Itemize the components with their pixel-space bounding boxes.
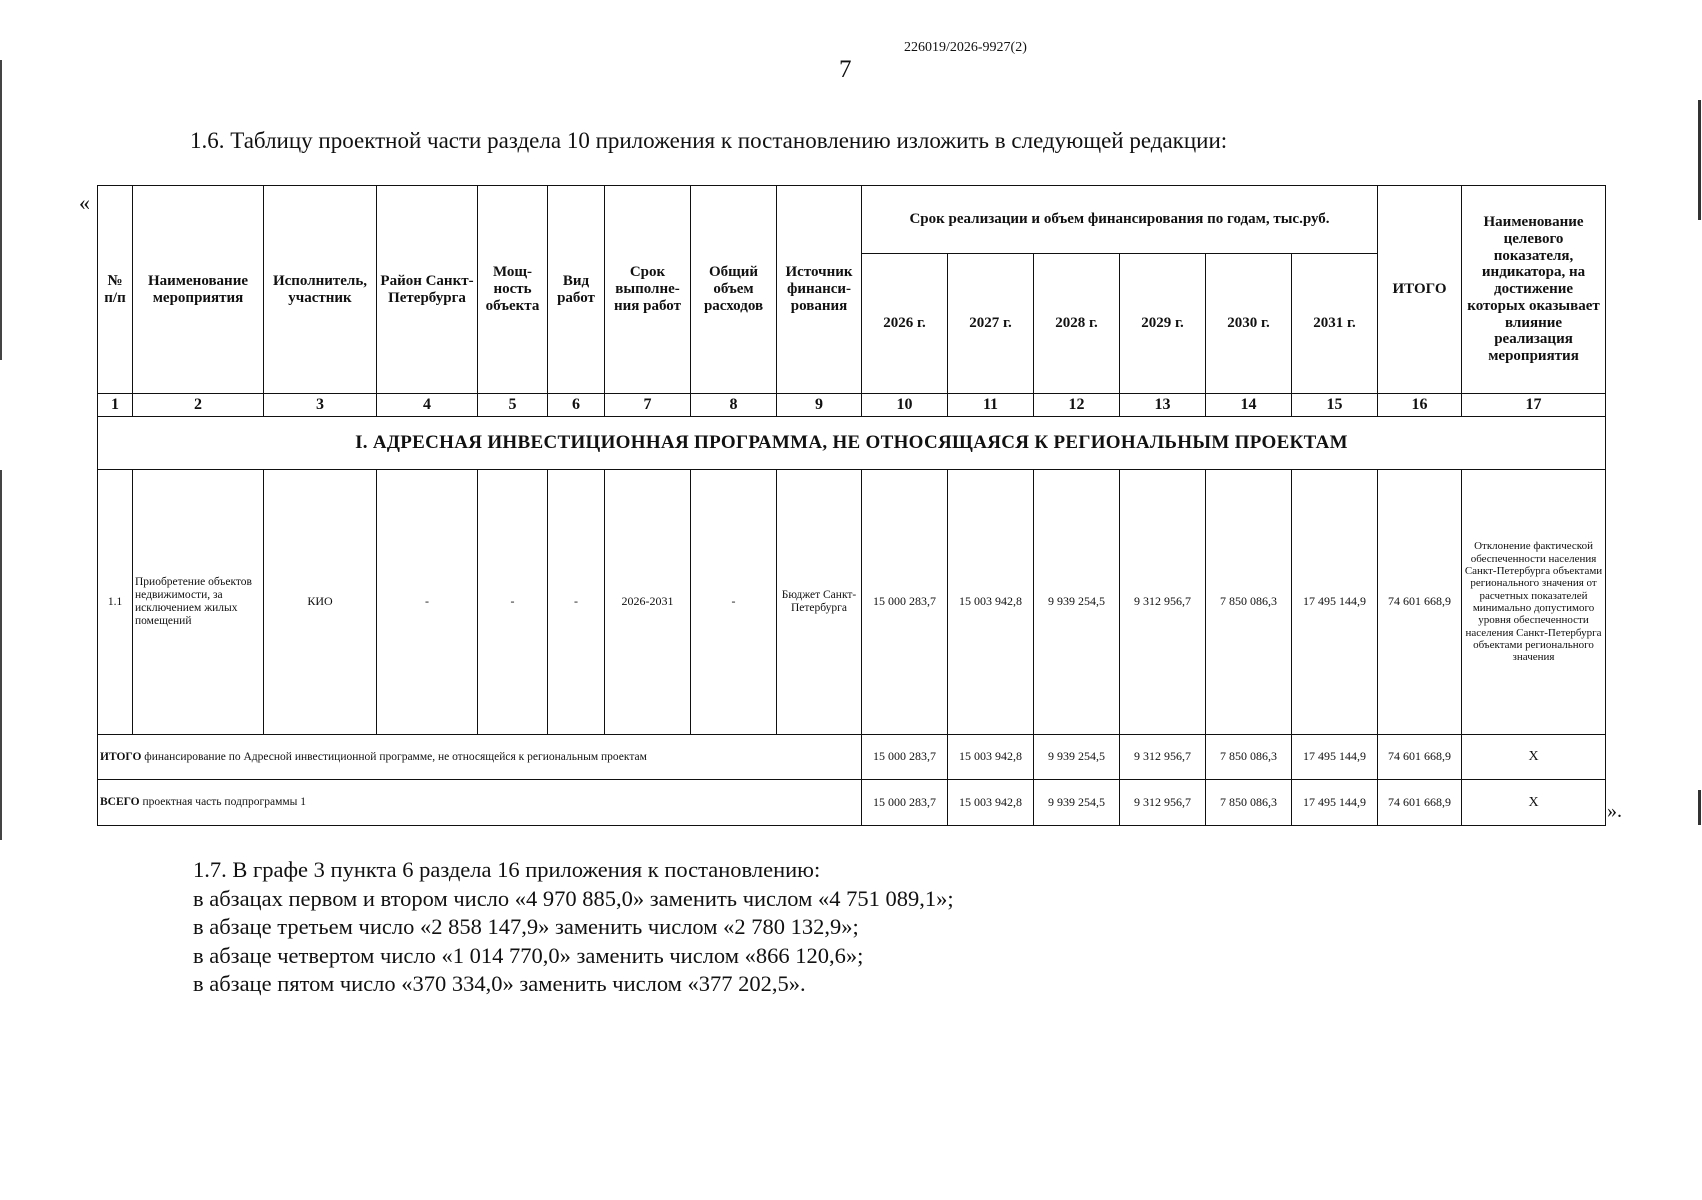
total-row xyxy=(98,735,1606,780)
total-row-label-text: финансирование по Адресной инвестиционной программе, не относящейся к региональным проектам xyxy=(141,750,647,763)
row-executor: КИО xyxy=(264,470,377,735)
col-header-year: 2031 г. xyxy=(1292,254,1378,394)
scan-edge-mark xyxy=(1698,790,1701,825)
col-header-source: Источник финанси-рования xyxy=(777,186,862,394)
col-header-term: Срок выполне-ния работ xyxy=(605,186,691,394)
total-row-label-bold: ИТОГО xyxy=(100,750,142,763)
row-year-value: 9 312 956,7 xyxy=(1120,470,1206,735)
amendment-paragraphs xyxy=(193,856,954,999)
amendment-line: в абзаце четвертом число «1 014 770,0» заменить числом «866 120,6»; xyxy=(193,942,864,968)
row-year-value: 15 003 942,8 xyxy=(948,470,1034,735)
row-total-volume: - xyxy=(691,470,777,735)
col-header-year: 2026 г. xyxy=(862,254,948,394)
row-source: Бюджет Санкт-Петербурга xyxy=(777,470,862,735)
col-header-total-volume: Общий объем расходов xyxy=(691,186,777,394)
total-year-value: 9 312 956,7 xyxy=(1120,735,1206,780)
grand-year-value: 15 003 942,8 xyxy=(948,780,1034,826)
column-number: 11 xyxy=(948,394,1034,417)
col-header-year: 2030 г. xyxy=(1206,254,1292,394)
column-number: 4 xyxy=(377,394,478,417)
row-indicator: Отклонение фактической обеспеченности населения Санкт-Петербурга объектами регионального значения от расчетных показателей минимально допустимого уровня обеспеченности населения Санкт-Петербурга объектами регионального значения xyxy=(1462,470,1606,735)
col-header-capacity: Мощ-ность объекта xyxy=(478,186,548,394)
total-row-label xyxy=(98,735,862,780)
grand-year-value: 15 000 283,7 xyxy=(862,780,948,826)
col-header-financing-group: Срок реализации и объем финансирования по годам, тыс.руб. xyxy=(862,186,1378,254)
closing-quote: ». xyxy=(1607,800,1622,822)
table-row xyxy=(98,470,1606,735)
row-capacity: - xyxy=(478,470,548,735)
project-table xyxy=(97,185,1606,826)
column-number: 14 xyxy=(1206,394,1292,417)
grand-total-row xyxy=(98,780,1606,826)
document-number: 226019/2026-9927(2) xyxy=(904,40,1027,55)
amendment-line: в абзаце третьем число «2 858 147,9» заменить числом «2 780 132,9»; xyxy=(193,914,859,939)
total-year-value: 15 003 942,8 xyxy=(948,735,1034,780)
row-name: Приобретение объектов недвижимости, за исключением жилых помещений xyxy=(133,470,264,735)
column-number: 15 xyxy=(1292,394,1378,417)
amendment-line: в абзаце пятом число «370 334,0» заменить числом «377 202,5». xyxy=(193,971,806,996)
scan-edge-mark xyxy=(1698,100,1701,220)
row-year-value: 17 495 144,9 xyxy=(1292,470,1378,735)
column-number: 2 xyxy=(133,394,264,417)
col-header-year: 2027 г. xyxy=(948,254,1034,394)
grand-year-value: 7 850 086,3 xyxy=(1206,780,1292,826)
grand-total-label-bold: ВСЕГО xyxy=(100,796,140,809)
opening-quote: « xyxy=(79,190,90,215)
column-number: 1 xyxy=(98,394,133,417)
total-itogo: 74 601 668,9 xyxy=(1378,735,1462,780)
row-itogo: 74 601 668,9 xyxy=(1378,470,1462,735)
col-header-indicator: Наименование целевого показателя, индикатора, на достижение которых оказывает влияние реализация мероприятия xyxy=(1462,186,1606,394)
grand-itogo: 74 601 668,9 xyxy=(1378,780,1462,826)
total-year-value: 9 939 254,5 xyxy=(1034,735,1120,780)
column-number: 10 xyxy=(862,394,948,417)
total-year-value: 15 000 283,7 xyxy=(862,735,948,780)
scan-edge-mark xyxy=(0,470,2,840)
col-header-work-type: Вид работ xyxy=(548,186,605,394)
column-number: 6 xyxy=(548,394,605,417)
row-year-value: 15 000 283,7 xyxy=(862,470,948,735)
column-number: 8 xyxy=(691,394,777,417)
col-header-name: Наименование мероприятия xyxy=(133,186,264,394)
column-number: 16 xyxy=(1378,394,1462,417)
grand-total-label xyxy=(98,780,862,826)
col-header-district: Район Санкт-Петербурга xyxy=(377,186,478,394)
col-header-year: 2029 г. xyxy=(1120,254,1206,394)
total-indicator: Х xyxy=(1462,735,1606,780)
col-header-executor: Исполнитель, участник xyxy=(264,186,377,394)
grand-year-value: 9 312 956,7 xyxy=(1120,780,1206,826)
col-header-no: № п/п xyxy=(98,186,133,394)
grand-year-value: 9 939 254,5 xyxy=(1034,780,1120,826)
row-no: 1.1 xyxy=(98,470,133,735)
row-district: - xyxy=(377,470,478,735)
col-header-year: 2028 г. xyxy=(1034,254,1120,394)
scan-edge-mark xyxy=(0,60,2,360)
amendment-line: 1.7. В графе 3 пункта 6 раздела 16 приложения к постановлению: xyxy=(193,857,821,882)
col-header-itogo: ИТОГО xyxy=(1378,186,1462,394)
column-number: 5 xyxy=(478,394,548,417)
column-number: 13 xyxy=(1120,394,1206,417)
row-year-value: 7 850 086,3 xyxy=(1206,470,1292,735)
page-number: 7 xyxy=(839,56,852,83)
column-number: 3 xyxy=(264,394,377,417)
row-work-type: - xyxy=(548,470,605,735)
total-year-value: 17 495 144,9 xyxy=(1292,735,1378,780)
column-number: 12 xyxy=(1034,394,1120,417)
column-number: 9 xyxy=(777,394,862,417)
row-year-value: 9 939 254,5 xyxy=(1034,470,1120,735)
grand-year-value: 17 495 144,9 xyxy=(1292,780,1378,826)
section-title: I. АДРЕСНАЯ ИНВЕСТИЦИОННАЯ ПРОГРАММА, НЕ ОТНОСЯЩАЯСЯ К РЕГИОНАЛЬНЫМ ПРОЕКТАМ xyxy=(98,417,1606,470)
grand-indicator: Х xyxy=(1462,780,1606,826)
total-year-value: 7 850 086,3 xyxy=(1206,735,1292,780)
row-term: 2026-2031 xyxy=(605,470,691,735)
column-number: 17 xyxy=(1462,394,1606,417)
grand-total-label-text: проектная часть подпрограммы 1 xyxy=(139,796,306,809)
intro-paragraph: 1.6. Таблицу проектной части раздела 10 приложения к постановлению изложить в следующей редакции: xyxy=(190,128,1228,153)
amendment-line: в абзацах первом и втором число «4 970 885,0» заменить числом «4 751 089,1»; xyxy=(193,885,954,911)
column-number: 7 xyxy=(605,394,691,417)
